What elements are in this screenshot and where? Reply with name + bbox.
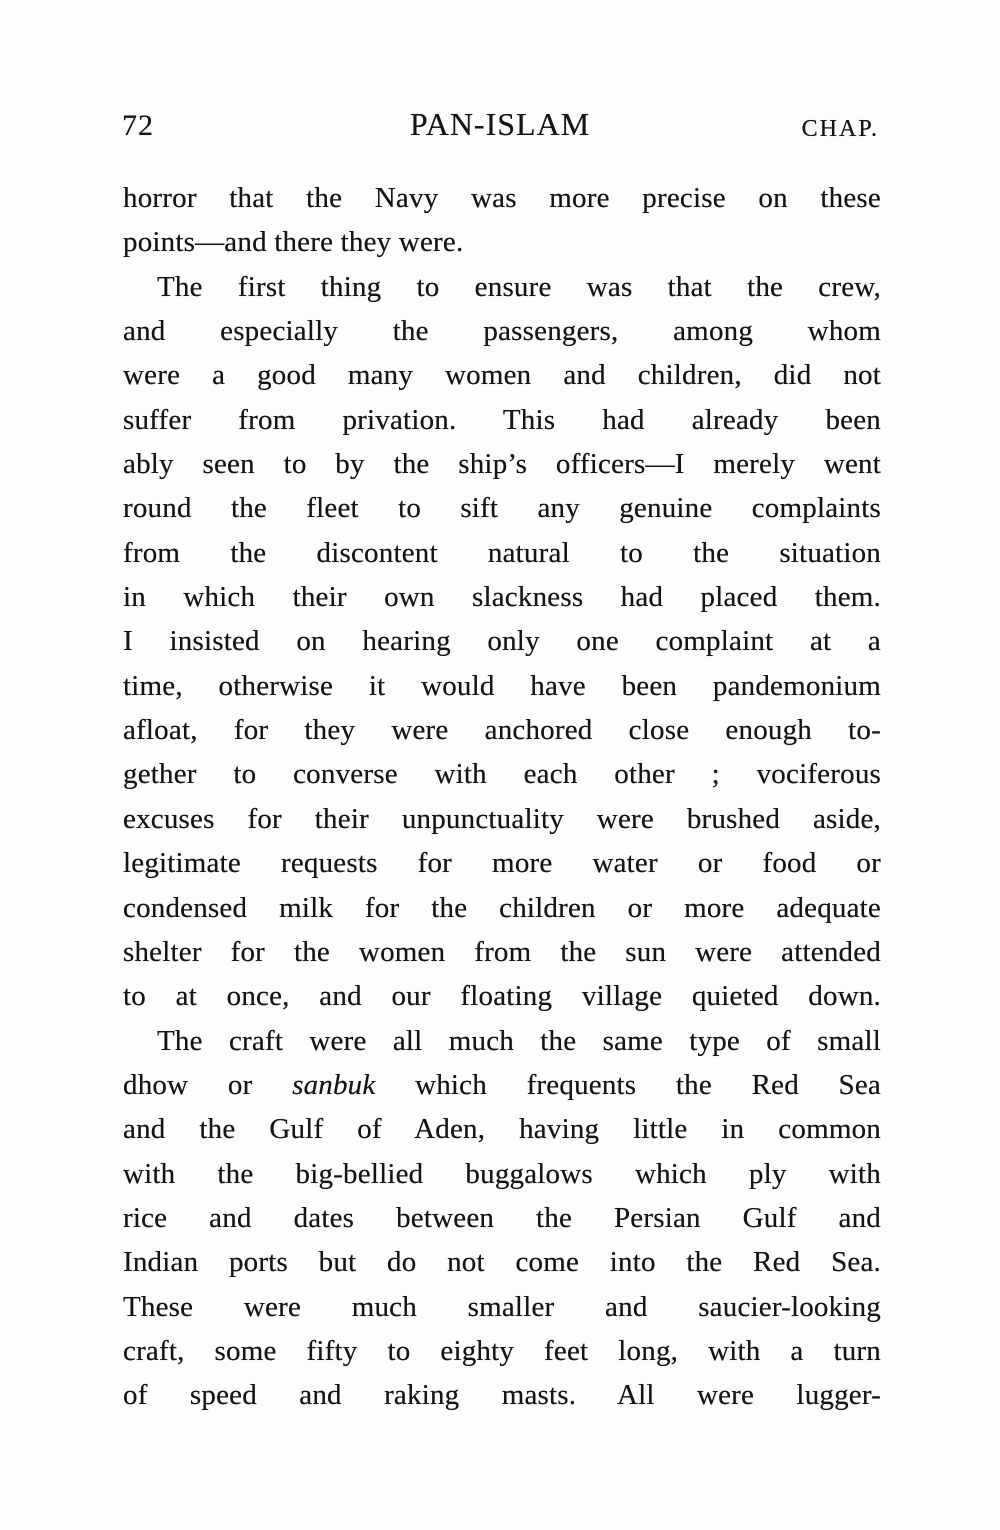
text-segment: The first thing to ensure was that the crew, [157, 270, 881, 303]
text-line [123, 442, 881, 486]
text-segment: gether to converse with each other ; vociferous [123, 758, 881, 791]
text-segment: Indian ports but do not come into the Red Sea. [123, 1246, 881, 1279]
text-line [123, 752, 881, 796]
text-segment: to at once, and our floating village quieted down. [123, 980, 881, 1013]
text-line [123, 664, 881, 708]
text-line [123, 1240, 881, 1284]
page-number: 72 [122, 109, 154, 142]
text-line [123, 398, 881, 442]
text-line [123, 353, 881, 397]
text-segment: of speed and raking masts. All were lugger- [123, 1379, 881, 1412]
text-line [123, 531, 881, 575]
text-line [123, 309, 881, 353]
text-segment: craft, some fifty to eighty feet long, with a turn [123, 1334, 881, 1367]
text-line [123, 486, 881, 530]
text-line [123, 619, 881, 663]
text-line [123, 575, 881, 619]
text-segment: legitimate requests for more water or food or [123, 847, 881, 880]
text-line [123, 1329, 881, 1373]
text-line [123, 1107, 881, 1151]
text-segment: points—and there they were. [123, 226, 464, 259]
text-line [123, 1196, 881, 1240]
text-segment: rice and dates between the Persian Gulf and [123, 1201, 881, 1234]
text-line [123, 265, 881, 309]
text-segment: and the Gulf of Aden, having little in common [123, 1113, 881, 1146]
text-segment: excuses for their unpunctuality were brushed aside, [123, 802, 881, 835]
text-segment: were a good many women and children, did not [123, 359, 881, 392]
text-line [123, 1019, 881, 1063]
text-segment: afloat, for they were anchored close enough to- [123, 714, 881, 747]
text-segment: with the big-bellied buggalows which ply with [123, 1157, 881, 1190]
text-segment: in which their own slackness had placed them. [123, 581, 881, 614]
text-segment: These were much smaller and saucier-looking [123, 1290, 881, 1323]
text-line [123, 176, 881, 220]
italic-text: sanbuk [292, 1068, 376, 1101]
text-line [123, 930, 881, 974]
text-line [123, 797, 881, 841]
text-segment: I insisted on hearing only one complaint at a [123, 625, 881, 658]
chapter-header: CHAP. [801, 116, 879, 142]
text-segment: ably seen to by the ship’s officers—I merely went [123, 448, 881, 481]
text-line [123, 1063, 881, 1107]
text-line [123, 886, 881, 930]
running-title: PAN-ISLAM [409, 106, 591, 142]
text-segment: from the discontent natural to the situation [123, 536, 881, 569]
text-segment: horror that the Navy was more precise on these [123, 182, 881, 214]
text-segment: suffer from privation. This had already been [123, 403, 881, 436]
text-line [123, 841, 881, 885]
text-line [123, 220, 881, 264]
text-segment: condensed milk for the children or more adequate [123, 891, 881, 924]
page-body [123, 176, 881, 1418]
text-line [123, 1373, 881, 1417]
text-segment: dhow or [123, 1068, 293, 1101]
text-segment: shelter for the women from the sun were attended [123, 935, 881, 968]
text-line [123, 1285, 881, 1329]
text-segment: and especially the passengers, among whom [123, 315, 881, 348]
text-line [123, 708, 881, 752]
text-segment: time, otherwise it would have been pandemonium [123, 669, 881, 702]
text-segment: round the fleet to sift any genuine complaints [123, 492, 881, 525]
text-line [123, 1152, 881, 1196]
text-line [123, 974, 881, 1018]
text-segment: which frequents the Red Sea [375, 1068, 882, 1101]
text-segment: The craft were all much the same type of small [157, 1024, 881, 1057]
